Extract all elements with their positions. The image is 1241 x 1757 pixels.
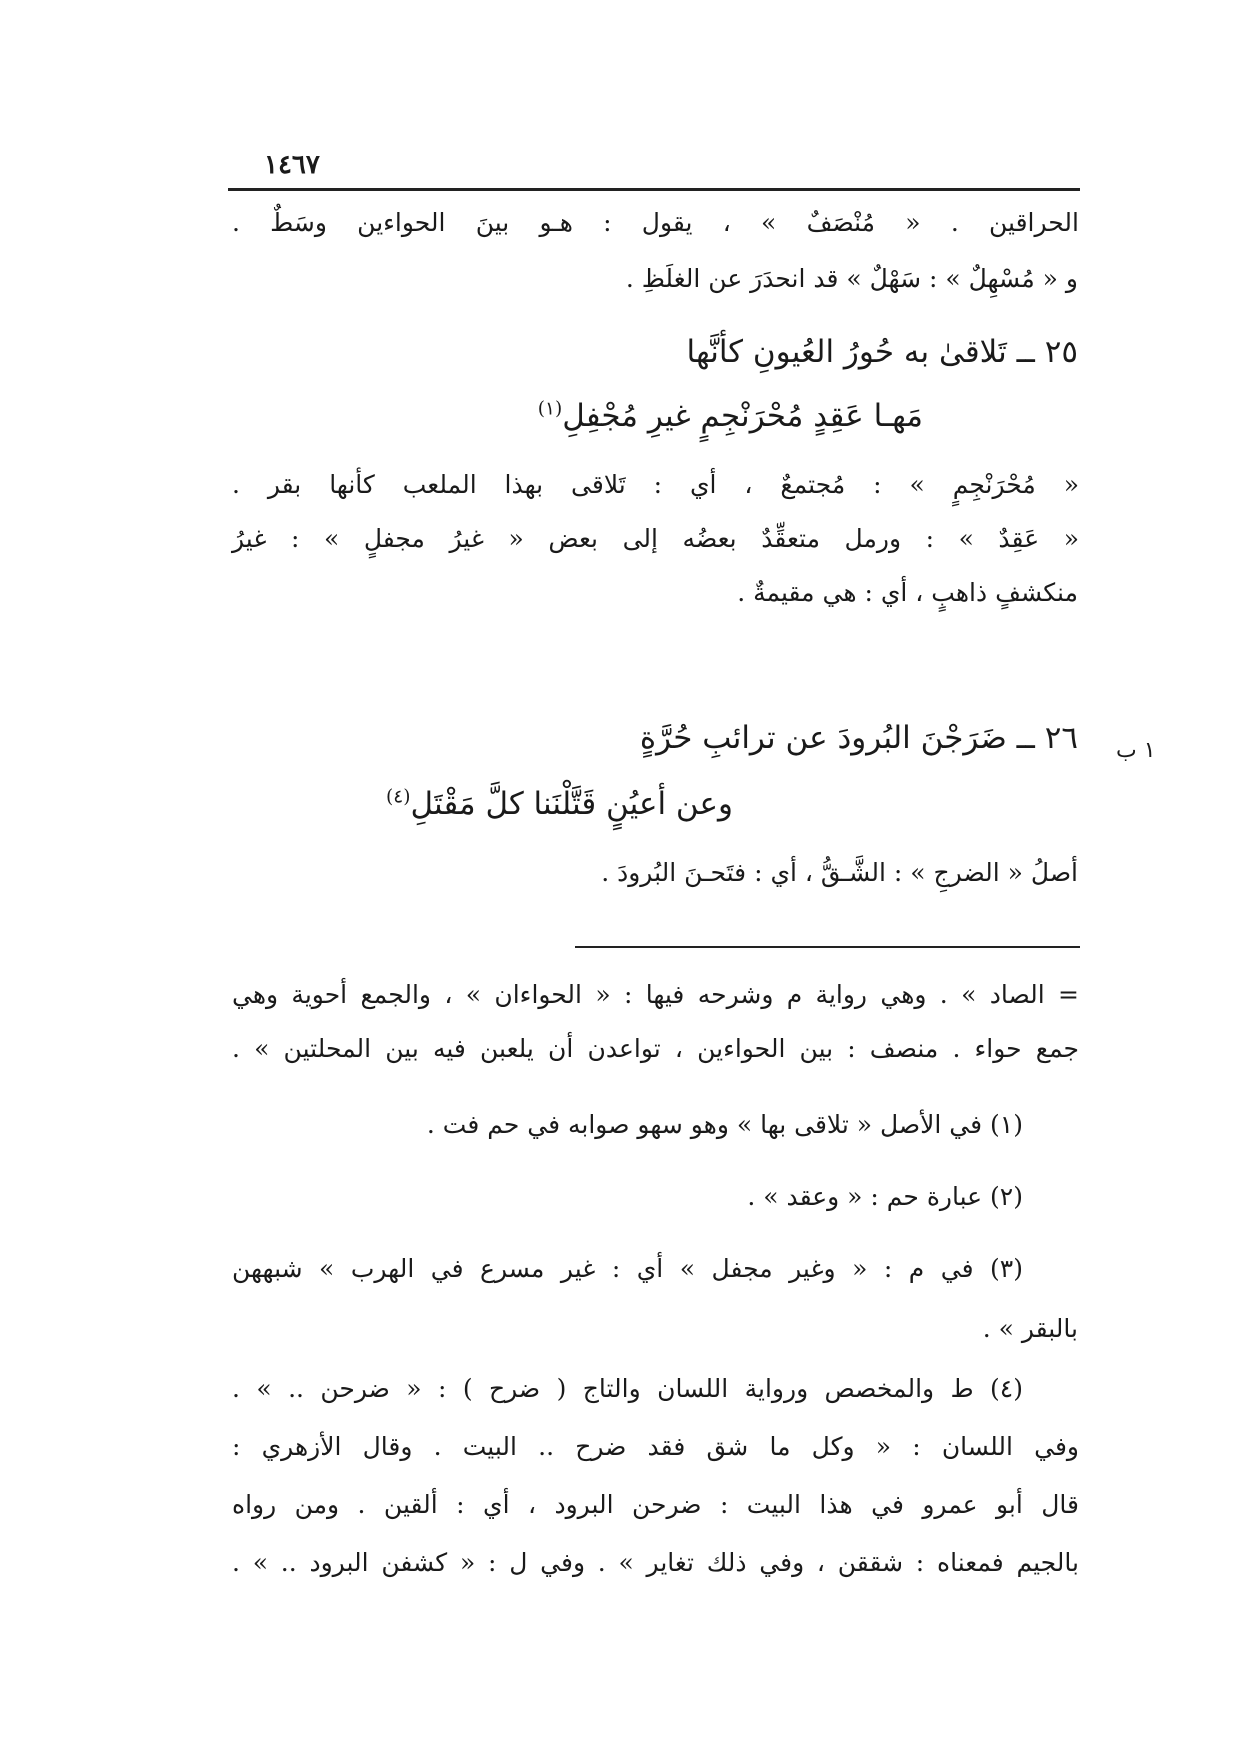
body-line: و « مُسْهِلٌ » : سَهْلٌ » قد انحدَرَ عن الغلَظِ . xyxy=(625,264,1078,293)
page-number: ١٤٦٧ xyxy=(264,150,320,180)
verse-25-first-hemistich: ٢٥ ــ تَلاقىٰ به حُورُ العُيونِ كأنَّها xyxy=(686,334,1078,370)
footnote-line: جمع حواء . منصف : بين الحواءين ، تواعدن أن يلعبن فيه بين المحلتين » . xyxy=(232,1034,1079,1063)
verse-25-second-hemistich xyxy=(538,398,923,435)
footnote-line: = الصاد » . وهي رواية م وشرحه فيها : « الحواءان » ، والجمع أحوية وهي xyxy=(232,980,1079,1009)
footnote-ref: (١) xyxy=(537,398,563,420)
footnote-rule xyxy=(575,946,1080,948)
body-line: منكشفٍ ذاهبٍ ، أي : هي مقيمةٌ . xyxy=(737,578,1078,607)
margin-folio-note: ١ ب xyxy=(1116,738,1156,763)
verse-26-first-hemistich: ٢٦ ــ ضَرَجْنَ البُرودَ عن ترائبِ حُرَّةٍ xyxy=(639,720,1078,756)
header-rule xyxy=(228,188,1080,191)
footnote-3: (٣) في م : « وغير مجفل » أي : غير مسرع في الهرب » شبههن xyxy=(232,1254,1023,1283)
footnote-4: (٤) ط والمخصص ورواية اللسان والتاج ( ضرح ) : « ضرحن .. » . xyxy=(232,1374,1023,1403)
footnote-line: بالبقر » . xyxy=(982,1314,1078,1343)
footnote-line: وفي اللسان : « وكل ما شق فقد ضرح .. البيت . وقال الأزهري : xyxy=(232,1432,1079,1461)
body-line: أصلُ « الضرجِ » : الشَّـقُّ ، أي : فتَحـنَ البُرودَ . xyxy=(601,858,1078,887)
footnote-line: قال أبو عمرو في هذا البيت : ضرحن البرود ، أي : ألقين . ومن رواه xyxy=(232,1490,1079,1519)
verse-text: مَهـا عَقِدٍ مُحْرَنْجِمٍ غيرِ مُجْفِلِ xyxy=(562,398,923,434)
footnote-1: (١) في الأصل « تلاقى بها » وهو سهو صوابه في حم فت . xyxy=(426,1110,1023,1139)
body-line: الحراقين . « مُنْصَفٌ » ، يقول : هـو بينَ الحواءين وسَطٌ . xyxy=(232,208,1079,237)
body-line: « عَقِدٌ » : ورمل متعقِّدٌ بعضُه إلى بعض « غيرُ مجفلٍ » : غيرُ xyxy=(232,524,1079,553)
verse-26-second-hemistich xyxy=(386,786,733,823)
footnote-ref: (٤) xyxy=(385,786,411,808)
footnote-2: (٢) عبارة حم : « وعقد » . xyxy=(747,1182,1023,1211)
verse-text: وعن أعيُنٍ قَتَّلْنَنا كلَّ مَقْتَلِ xyxy=(410,786,733,822)
body-line: « مُحْرَنْجِمٍ » : مُجتمعٌ ، أي : تَلاقى بهذا الملعب كأنها بقر . xyxy=(232,470,1079,499)
footnote-line: بالجيم فمعناه : شققن ، وفي ذلك تغاير » . وفي ل : « كشفن البرود .. » . xyxy=(232,1548,1079,1577)
